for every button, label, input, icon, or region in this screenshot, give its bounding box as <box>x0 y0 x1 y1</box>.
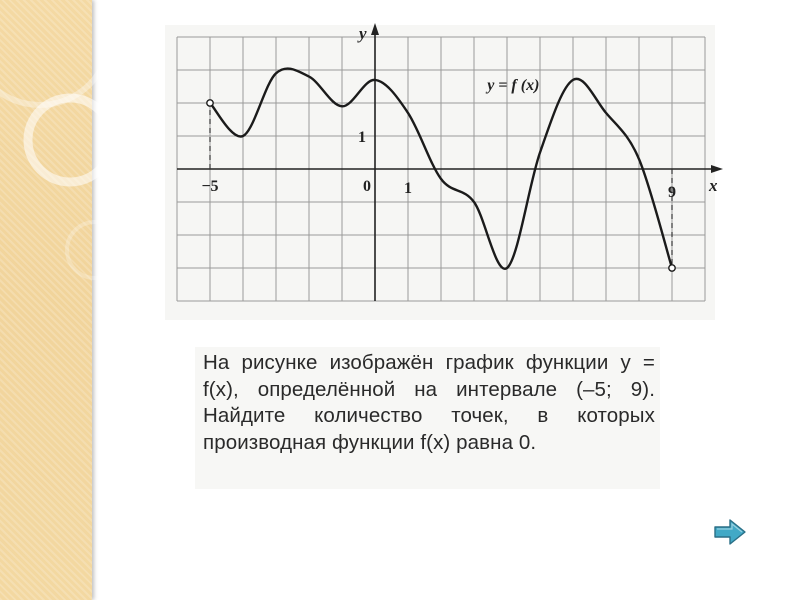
problem-box <box>195 347 660 489</box>
problem-text: На рисунке изображён график функции y = f(x), определённой на интервале (–5; 9). Найдите количество точек, в которых производная функции f(x) равна 0. <box>203 351 655 454</box>
y-axis-label: y <box>359 24 367 43</box>
endpoint-right <box>669 265 675 271</box>
decorative-side-strip <box>0 0 92 600</box>
arrow-right-icon <box>715 520 745 544</box>
tick-label-x-left: −5 <box>201 178 219 195</box>
x-axis-arrow <box>711 165 723 173</box>
tick-label-x-right: 9 <box>668 184 676 201</box>
tick-label-y-one: 1 <box>358 129 366 146</box>
endpoint-left <box>207 100 213 106</box>
function-graph <box>165 24 718 320</box>
tick-label-origin: 0 <box>363 178 371 195</box>
next-slide-button[interactable] <box>713 517 747 547</box>
graph-background <box>165 25 715 320</box>
tick-label-x-one: 1 <box>404 180 412 197</box>
series-label: y = f (x) <box>487 76 540 94</box>
x-axis-label: x <box>709 176 718 195</box>
decorative-circles <box>0 0 92 600</box>
